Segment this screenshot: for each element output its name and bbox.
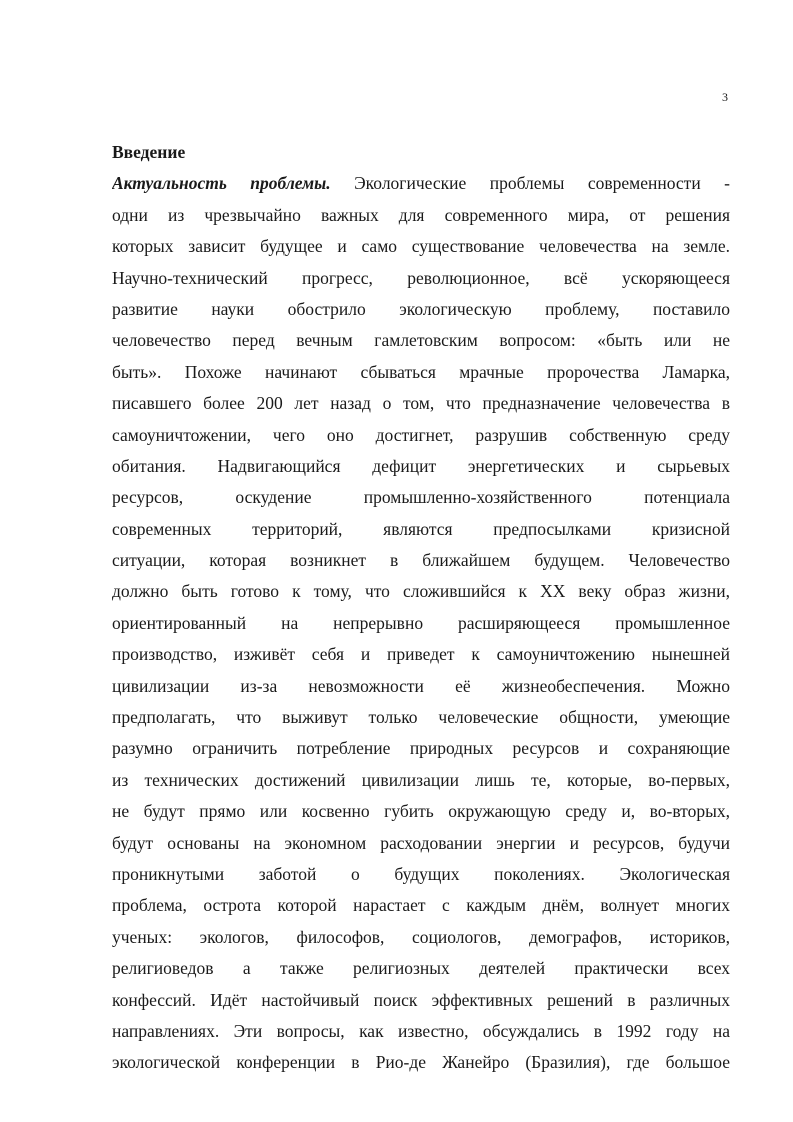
text-line (112, 168, 730, 199)
text-line: проблема, острота которой нарастает с каждым днём, волнует многих (112, 895, 730, 916)
text-line: Научно-технический прогресс, революционное, всё ускоряющееся (112, 267, 730, 288)
text-line: должно быть готово к тому, что сложившийся к XX веку образ жизни, (112, 581, 730, 602)
text-line: не будут прямо или косвенно губить окружающую среду и, во-вторых, (112, 801, 730, 822)
text-line: развитие науки обострило экологическую проблему, поставило (112, 298, 730, 319)
text-line: производство, изживёт себя и приведет к самоуничтожению нынешней (112, 644, 730, 665)
text-line: ресурсов, оскудение промышленно-хозяйственного потенциала (112, 487, 730, 508)
page-number: 3 (722, 90, 728, 104)
text-line: ориентированный на непрерывно расширяющееся промышленное (112, 612, 730, 633)
text-line: самоуничтожении, чего оно достигнет, разрушив собственную среду (112, 424, 730, 445)
lead-phrase: Актуальность проблемы. (112, 173, 331, 194)
text-line: разумно ограничить потребление природных ресурсов и сохраняющие (112, 738, 730, 759)
text-line-content: Экологические проблемы современности - (330, 173, 730, 194)
text-line: ученых: экологов, философов, социологов, демографов, историков, (112, 926, 730, 947)
text-line: проникнутыми заботой о будущих поколениях. Экологическая (112, 863, 730, 884)
document-body (112, 137, 730, 1079)
text-line: ситуации, которая возникнет в ближайшем будущем. Человечество (112, 550, 730, 571)
section-heading: Введение (112, 142, 186, 162)
text-line: быть». Похоже начинают сбываться мрачные пророчества Ламарка, (112, 361, 730, 382)
text-line: писавшего более 200 лет назад о том, что предназначение человечества в (112, 393, 730, 414)
text-line: конфессий. Идёт настойчивый поиск эффективных решений в различных (112, 989, 730, 1010)
text-line: человечество перед вечным гамлетовским вопросом: «быть или не (112, 330, 730, 351)
text-line: религиоведов а также религиозных деятелей практически всех (112, 958, 730, 979)
text-line: экологической конференции в Рио-де Жанейро (Бразилия), где большое (112, 1052, 730, 1073)
text-line: одни из чрезвычайно важных для современного мира, от решения (112, 204, 730, 225)
text-line: из технических достижений цивилизации лишь те, которые, во-первых, (112, 769, 730, 790)
text-line: цивилизации из-за невозможности её жизнеобеспечения. Можно (112, 675, 730, 696)
text-line: современных территорий, являются предпосылками кризисной (112, 518, 730, 539)
text-line: будут основаны на экономном расходовании энергии и ресурсов, будучи (112, 832, 730, 853)
text-line: предполагать, что выживут только человеческие общности, умеющие (112, 707, 730, 728)
text-line: которых зависит будущее и само существование человечества на земле. (112, 236, 730, 257)
text-line: обитания. Надвигающийся дефицит энергетических и сырьевых (112, 455, 730, 476)
text-line: направлениях. Эти вопросы, как известно, обсуждались в 1992 году на (112, 1020, 730, 1041)
